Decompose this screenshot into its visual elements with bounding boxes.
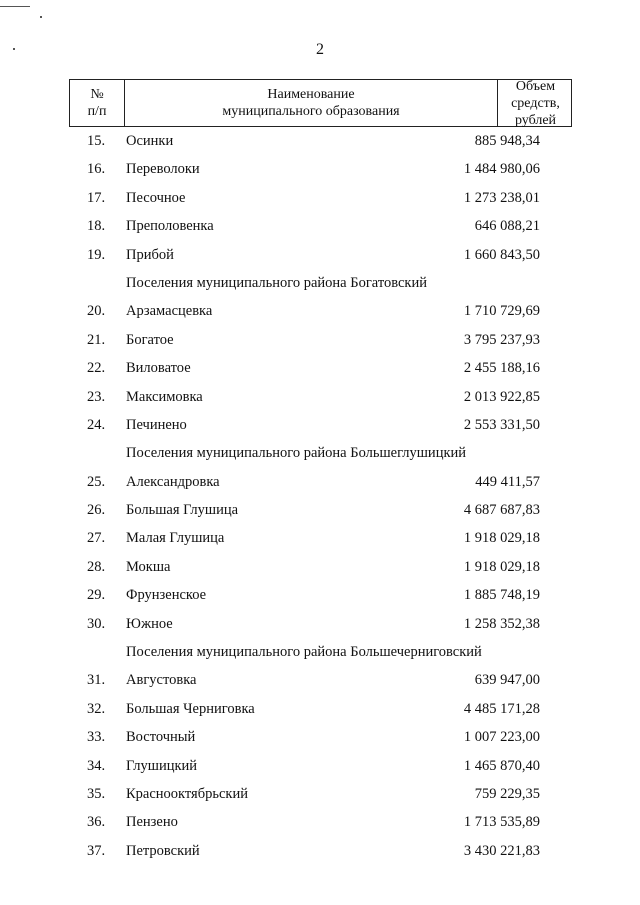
row-number: 35. bbox=[87, 785, 106, 802]
amount-value: 2 455 188,16 bbox=[463, 360, 540, 377]
municipality-name: Петровский bbox=[126, 842, 200, 859]
table-row bbox=[0, 184, 640, 212]
amount-value: 1 918 029,18 bbox=[463, 530, 540, 547]
table-row bbox=[0, 155, 640, 183]
table-row bbox=[0, 808, 640, 836]
amount-value: 885 948,34 bbox=[474, 133, 540, 149]
amount-value: 1 007 223,00 bbox=[463, 729, 540, 746]
table-row bbox=[0, 695, 640, 723]
table-row bbox=[0, 496, 640, 524]
table-row bbox=[0, 837, 640, 865]
municipality-name: Восточный bbox=[126, 729, 196, 746]
amount-value: 1 885 748,19 bbox=[463, 587, 540, 604]
municipality-name: Большая Глушица bbox=[126, 502, 239, 519]
municipality-name: Южное bbox=[126, 615, 173, 632]
table-row bbox=[0, 241, 640, 269]
amount-value: 4 687 687,83 bbox=[463, 502, 540, 519]
table-row bbox=[0, 666, 640, 694]
municipality-name: Большая Черниговка bbox=[126, 700, 255, 717]
municipality-name: Осинки bbox=[126, 133, 174, 149]
row-number: 20. bbox=[87, 303, 106, 320]
table-row bbox=[0, 468, 640, 496]
header-col-number-line1: № bbox=[90, 87, 104, 102]
section-heading-row bbox=[0, 269, 640, 297]
header-col-amount bbox=[498, 80, 573, 126]
amount-value: 1 484 980,06 bbox=[463, 161, 540, 178]
amount-value: 3 430 221,83 bbox=[463, 842, 540, 859]
table-row bbox=[0, 127, 640, 155]
header-col-number-line2: п/п bbox=[87, 104, 107, 119]
row-number: 26. bbox=[87, 502, 106, 519]
table-row bbox=[0, 524, 640, 552]
table-body bbox=[0, 127, 640, 865]
municipality-name: Александровка bbox=[126, 473, 220, 490]
header-col-number bbox=[70, 80, 125, 126]
municipality-name: Малая Глушица bbox=[126, 530, 225, 547]
row-number: 29. bbox=[87, 587, 106, 604]
amount-value: 1 660 843,50 bbox=[463, 246, 540, 263]
page-number: 2 bbox=[316, 41, 324, 58]
row-number: 31. bbox=[87, 672, 106, 689]
header-col-amount-line1: Объем средств, bbox=[511, 78, 560, 111]
row-number: 24. bbox=[87, 416, 106, 433]
municipality-name: Мокша bbox=[126, 558, 171, 575]
row-number: 34. bbox=[87, 757, 106, 774]
municipality-name: Максимовка bbox=[126, 388, 203, 405]
row-number: 33. bbox=[87, 729, 106, 746]
table-row bbox=[0, 297, 640, 325]
amount-value: 4 485 171,28 bbox=[463, 700, 540, 717]
row-number: 32. bbox=[87, 700, 106, 717]
table-row bbox=[0, 354, 640, 382]
table-row bbox=[0, 780, 640, 808]
municipality-name: Пензено bbox=[126, 814, 178, 831]
row-number: 25. bbox=[87, 473, 106, 490]
amount-value: 1 273 238,01 bbox=[463, 189, 540, 206]
amount-value: 1 713 535,89 bbox=[463, 814, 540, 831]
municipality-name: Переволоки bbox=[126, 161, 200, 178]
amount-value: 3 795 237,93 bbox=[463, 331, 540, 348]
scan-artifact-dot bbox=[40, 16, 42, 18]
municipality-name: Августовка bbox=[126, 672, 197, 689]
municipality-name: Богатое bbox=[126, 331, 174, 348]
table-row bbox=[0, 383, 640, 411]
municipality-name: Прибой bbox=[126, 246, 174, 263]
header-col-name-line1: Наименование bbox=[267, 87, 355, 102]
municipality-name: Песочное bbox=[126, 189, 186, 206]
section-title: Поселения муниципального района Большечерниговский bbox=[126, 644, 482, 661]
municipality-name: Фрунзенское bbox=[126, 587, 207, 604]
row-number: 16. bbox=[87, 161, 106, 178]
table-row bbox=[0, 411, 640, 439]
row-number: 28. bbox=[87, 558, 106, 575]
amount-value: 759 229,35 bbox=[474, 785, 540, 802]
header-col-amount-line2: рублей bbox=[514, 112, 557, 128]
row-number: 17. bbox=[87, 189, 106, 206]
table-row bbox=[0, 553, 640, 581]
header-col-name bbox=[125, 80, 498, 126]
header-col-name-line2: муниципального образования bbox=[222, 104, 400, 119]
table-row bbox=[0, 581, 640, 609]
table-row bbox=[0, 212, 640, 240]
section-heading-row bbox=[0, 439, 640, 467]
municipality-name: Печинено bbox=[126, 416, 187, 433]
municipality-name: Краснооктябрьский bbox=[126, 785, 248, 802]
row-number: 37. bbox=[87, 842, 106, 859]
municipality-name: Арзамасцевка bbox=[126, 303, 213, 320]
row-number: 22. bbox=[87, 360, 106, 377]
amount-value: 1 918 029,18 bbox=[463, 558, 540, 575]
section-heading-row bbox=[0, 638, 640, 666]
section-title: Поселения муниципального района Богатовский bbox=[126, 274, 427, 291]
row-number: 30. bbox=[87, 615, 106, 632]
table-row bbox=[0, 752, 640, 780]
row-number: 23. bbox=[87, 388, 106, 405]
amount-value: 449 411,57 bbox=[475, 473, 540, 490]
amount-value: 646 088,21 bbox=[474, 218, 540, 235]
table-row bbox=[0, 610, 640, 638]
table-row bbox=[0, 723, 640, 751]
amount-value: 1 465 870,40 bbox=[463, 757, 540, 774]
municipality-name: Виловатое bbox=[126, 360, 191, 377]
row-number: 19. bbox=[87, 246, 106, 263]
amount-value: 639 947,00 bbox=[474, 672, 540, 689]
row-number: 18. bbox=[87, 218, 106, 235]
amount-value: 2 013 922,85 bbox=[463, 388, 540, 405]
municipality-name: Преполовенка bbox=[126, 218, 214, 235]
amount-value: 1 710 729,69 bbox=[463, 303, 540, 320]
amount-value: 2 553 331,50 bbox=[463, 416, 540, 433]
row-number: 27. bbox=[87, 530, 106, 547]
section-title: Поселения муниципального района Большеглушицкий bbox=[126, 445, 467, 462]
scan-artifact-top-left bbox=[0, 6, 30, 7]
table-header bbox=[69, 79, 572, 127]
row-number: 15. bbox=[87, 133, 106, 149]
table-row bbox=[0, 326, 640, 354]
amount-value: 1 258 352,38 bbox=[463, 615, 540, 632]
municipality-name: Глушицкий bbox=[126, 757, 198, 774]
row-number: 36. bbox=[87, 814, 106, 831]
row-number: 21. bbox=[87, 331, 106, 348]
